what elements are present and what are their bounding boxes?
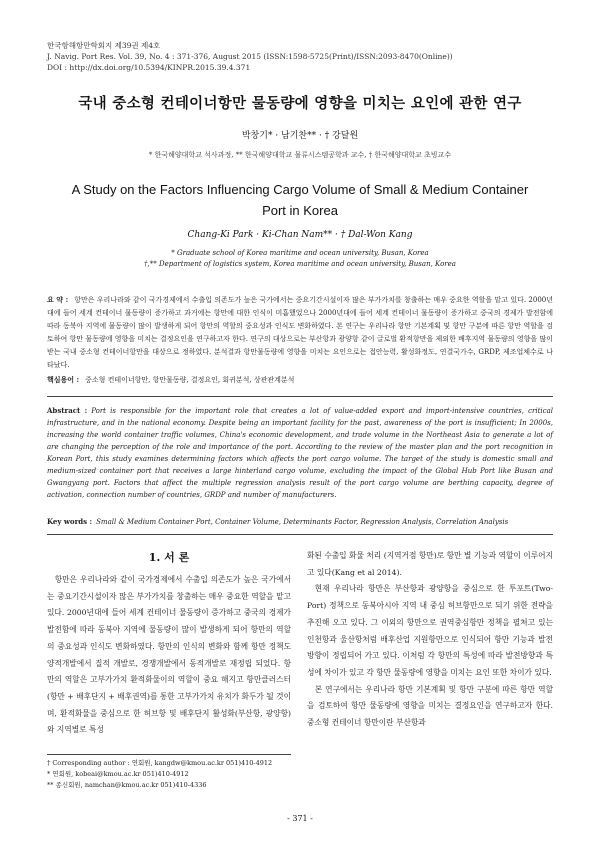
- body-column-right: [307, 548, 553, 732]
- affiliation-line: †,** Department of logistics system, Korea maritime and ocean university, Busan, Korea: [144, 260, 456, 268]
- keywords-ko-text: 중소형 컨테이너항만, 항만물동량, 결정요인, 회귀분석, 상관관계분석: [85, 376, 295, 384]
- keywords-ko-label: 핵심용어 :: [47, 375, 80, 384]
- divider: [47, 396, 553, 397]
- keywords-en-text: Small & Medium Container Port, Container Volume, Determinants Factor, Regression Analysis, Correlation Analysis: [96, 518, 509, 526]
- keywords-en-label: Key words :: [47, 517, 93, 526]
- page-number: - 371 -: [287, 814, 313, 823]
- footnotes: [47, 758, 307, 791]
- footnote: ** 종신회원, namchan@kmou.ac.kr 051)410-4336: [47, 781, 207, 789]
- footnote-divider: [47, 754, 291, 755]
- body-paragraph: 항만은 우리나라와 같이 국가경제에서 수출입 의존도가 높은 국가에서는 중요기간시설이자 많은 부가가치를 창출하는 매우 중요한 역할을 맡고 있다. 2000년대에 들어 세계 컨테이너 물동량이 증가하고 중국의 경제가 발전함에 따라 동북아 지역에 물동량이 많이 발생하게 되어 항만의 역할의 중요성과 인식도 변화하였다. 항만의 인식의 변화와 함께 항만 정책도 양적개발에서 질적 개발로, 경쟁개발에서 동적개발로 재정립 되었다. 항만의 역할은 고부가가치 환적화물이의 역할이 중요 해지고 항만클러스터(항만 + 배후단지 + 배후권역)를 통한 고부가가치 유치가 화두가 될 것이며, 환적화물을 중심으로 한 허브항 및 배후단지 활성화(부산항, 광양항) 와 지역별로 특성: [47, 575, 291, 735]
- abstract-ko-text: 항만은 우리나라와 같이 국가경제에서 수출입 의존도가 높은 국가에서는 중요기간시설이자 많은 부가가치를 창출하는 매우 중요한 역할을 맡고 있다. 2000년대에 들어 세계 컨테이너 물동량이 증가하고 과거에는 항만에 대한 인식이 미흡했었으나 2000년대에 들어 세계 컨테이너 물동량이 증가하고 중국의 경제가 발전함에 따라 동북아 지역에 물동량이 많이 발생하게 되어 항만의 역할의 중요성과 인식도 변화하였다. 본 연구는 우리나라 항만 기본계획 및 항만 구분에 따른 항만 역할을 검토하여 항만 물동량에 영향을 미치는 결정요인을 연구하고자 한다. 연구의 대상으로는 부산항과 광양항 같이 글로벌 환적항만을 제외한 배후지역 물동량의 영향을 많이 받는 국내 중소형 컨테이너항만을 대상으로 정하였다. 분석결과 항만물동량에 영향을 미치는 요인으로는 접안능력, 활성화정도, 연결국가수, GRDP, 제조업체수로 나타났다.: [47, 296, 554, 369]
- affiliations-en: [0, 248, 600, 270]
- body-paragraph: 본 연구에서는 우리나라 항만 기본계획 및 항만 구분에 따른 항만 역할을 검토하여 항만 물동량에 영향을 미치는 결정요인을 연구하고자 한다. 중소형 컨테이너 항만이란 부산항과: [307, 684, 553, 728]
- abstract-en-label: Abstract :: [47, 406, 88, 415]
- body-column-left: [47, 572, 291, 739]
- paper-title-en: A Study on the Factors Influencing Cargo Volume of Small & Medium Container Port in Korea: [71, 182, 529, 218]
- divider: [47, 534, 553, 535]
- abstract-ko-label: 요 약 :: [47, 295, 69, 304]
- abstract-ko: [47, 293, 553, 372]
- authors-ko: 박창기* · 남기찬** · † 강달원: [241, 131, 359, 141]
- footnote: † Corresponding author : 연회원, kangdw@kmou.ac.kr 051)410-4912: [47, 759, 273, 767]
- abstract-en-text: Port is responsible for the important role that creates a lot of value-added export and import-intensive countries, critical infrastructure, and in the national economy. Despite being an important facility for the past, awareness of the port is insufficient; In 2000s, increasing the world container traffic volumes, China's economic development, and trade volume in the Northeast Asia to generate a lot of are changing the perception of the role and importance of the port. According to the review of the master plan and the port recognition in Korean Port, this study examines determining factors which affects the port cargo volume. The target of the study is domestic small and medium-sized container port that receives a large hinterland cargo volume, excluding the impact of the Global Hub Port like Busan and Gwangyang port. Factors that affect the multiple regression analysis result of the port cargo volume are berthing capacity, degree of activation, connection number of countries, GRDP and number of manufacturers.: [47, 407, 553, 499]
- body-paragraph: 화된 수출입 화물 처리 (지역거점 항만)로 항만 별 기능과 역할이 이루어지고 있다(Kang et al 2014).: [307, 551, 553, 577]
- affiliation-line: * Graduate school of Korea maritime and ocean university, Busan, Korea: [171, 249, 429, 257]
- affiliations-ko: * 한국해양대학교 석사과정, ** 한국해양대학교 물류시스템공학과 교수, † 한국해양대학교 초빙교수: [148, 151, 452, 159]
- journal-name-ko: 한국항해항만학회지 제39권 제4호: [47, 41, 161, 50]
- footnote: * 연회원, kobeai@kmou.ac.kr 051)410-4912: [47, 770, 189, 778]
- authors-en: Chang-Ki Park · Ki-Chan Nam** · † Dal-Won Kang: [187, 230, 413, 240]
- abstract-en: [47, 405, 553, 501]
- keywords-ko: [47, 375, 553, 385]
- doi-line: DOI : http://dx.doi.org/10.5394/KINPR.2015.39.4.371: [47, 63, 251, 72]
- body-paragraph: 현재 우리나라 항만은 부산항과 광양항을 중심으로 한 투포트(Two-Port) 정책으로 동북아시아 지역 내 중심 허브항만으로 되기 위한 전략을 추진해 오고 있다. 그 이외의 항만으로 권역중심항만 정책을 펼쳐고 있는 인천항과 울산항처럼 배후산업 지원항만으로 인식되어 항만 기능과 발전방향이 정립되어 가고 있다. 이처럼 각 항만의 특성에 따라 발전방향과 특성에 차이가 있고 각 항만 물동량에 영향을 미치는 요인 또한 차이가 있다.: [307, 584, 553, 677]
- paper-title-ko: 국내 중소형 컨테이너항만 물동량에 영향을 미치는 요인에 관한 연구: [78, 95, 522, 112]
- section-heading: 1. 서 론: [148, 551, 190, 564]
- keywords-en: [47, 517, 553, 526]
- journal-header: [47, 40, 453, 73]
- journal-citation: J. Navig. Port Res. Vol. 39, No. 4 : 371-376, August 2015 (ISSN:1598-5725(Print)/ISSN:2093-8470(Online)): [47, 52, 453, 61]
